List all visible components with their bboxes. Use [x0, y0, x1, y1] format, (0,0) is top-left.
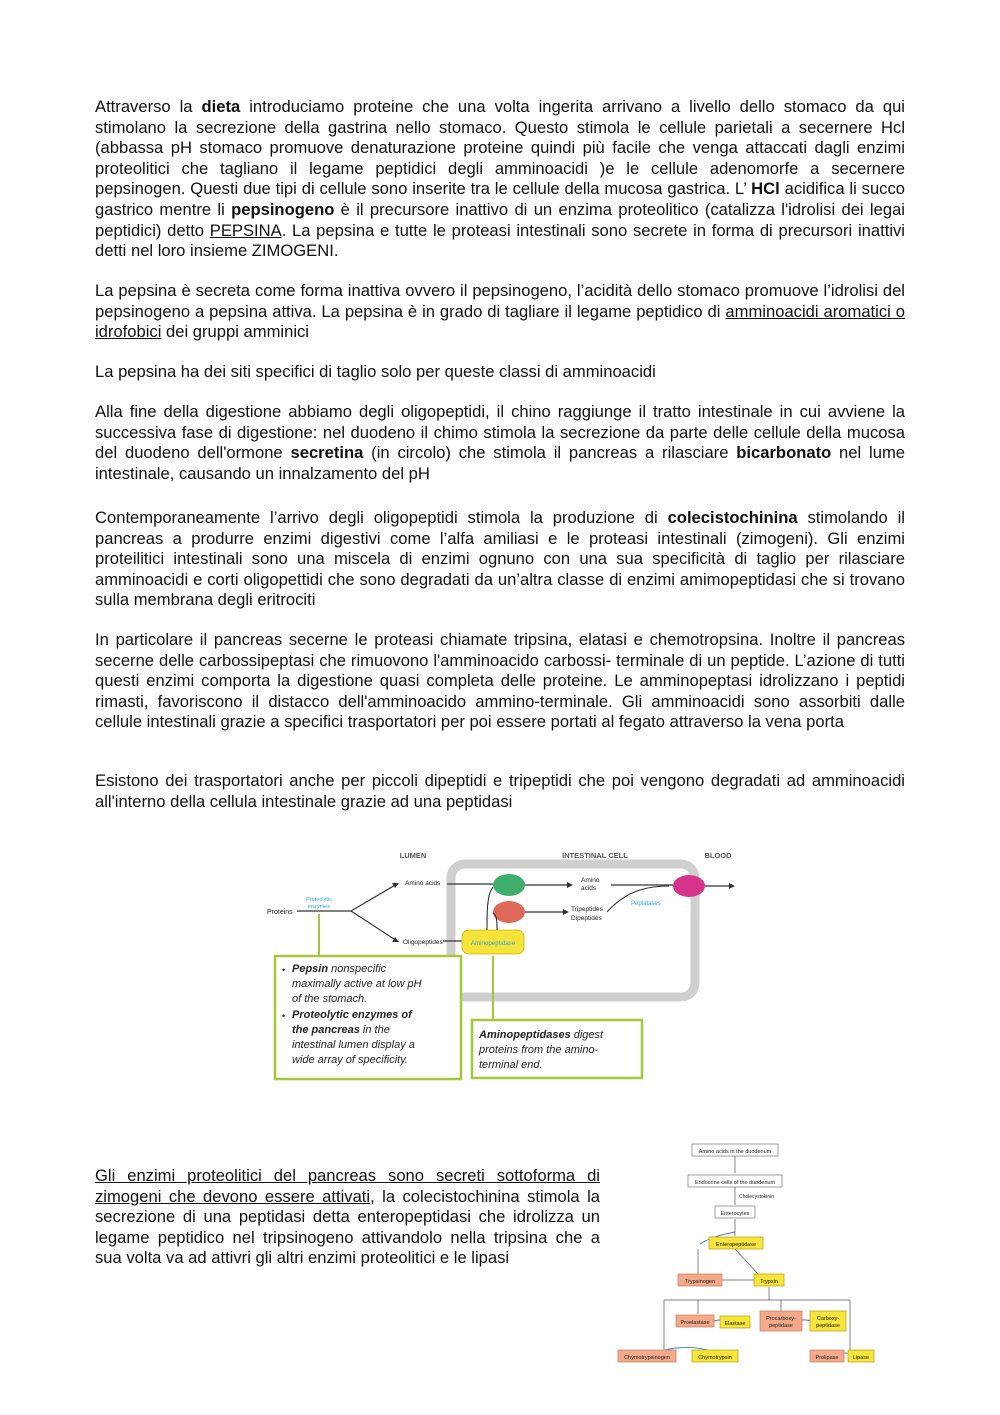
carboxypeptidase-label: Carboxy- [816, 1316, 840, 1322]
text: introduciamo proteine che una volta ingerita arrivano a livello dello stomaco da qui stimolano la secrezione della gastrina nello stomaco. Questo stimola le cellule parietali a secernere Hcl (abbassa pH stomaco promuove denaturazione proteine quindi più facile che venga attaccati dagli enzimi proteolitici che tagliano il legame peptidici degli amminoacidi )e le cellule adenomorfe a secernere pepsinogen. Questi due tipi di cellule sono inserite tra le cellule della mucosa gastrica. L’ [95, 97, 905, 199]
underlined-term: PEPSINA [209, 220, 282, 240]
cholecystokinin-label: Cholecystokinin [739, 1194, 775, 1200]
endocrine-label: Endocrine cells of the duodenum [694, 1180, 776, 1186]
aminopeptidase-label: Aminopeptidase [470, 940, 516, 947]
callout-text [478, 1029, 604, 1041]
branch-up-arrow [351, 884, 397, 911]
callout-bold: the pancreas [292, 1024, 360, 1036]
prolipase-label: Prolipase [815, 1355, 839, 1361]
paragraph-pepsin [95, 281, 905, 343]
aminopeptidase-arrow [487, 887, 493, 930]
peptide-transporter [493, 901, 525, 923]
text: Alla fine della digestione abbiamo degli oligopeptidi, il chino raggiunge il tratto intestinale in cui avviene la successiva fase di digestione: nel duodeno il chimo stimola la secrezione da parte delle cellule della mucosa del duodeno dell'ormone [95, 402, 905, 463]
text: In particolare il pancreas secerne le proteasi chiamate tripsina, elatasi e chemotropsina. Inoltre il pancreas secerne delle carbossipeptasi che rimuovono l'amminoacido carbossi- terminale di un peptide. L’azione di tutti questi enzimi comporta la digestione quasi completa delle proteine. Le amminopeptasi idrolizzano i peptidi rimasti, favoriscono il distacco dell'amminoacido ammino-terminale. Gli amminoacidi sono assorbiti dalle cellule intestinali grazie a specifici trasportatori per poi essere portati al fegato attraverso la vena porta [95, 630, 905, 732]
cell-amino-acids-label: Amino [581, 877, 600, 884]
peptidases-label: Peptidases [631, 901, 661, 907]
callout-text: terminal end. [479, 1059, 543, 1071]
intestinal-cell-label: INTESTINAL CELL [562, 851, 628, 860]
callout-bullet: • [282, 965, 286, 975]
amino-duodenum-label: Amino acids in the duodenum [698, 1149, 772, 1155]
text: La pepsina è secreta come forma inattiva ovvero il pepsinogeno, l’acidità dello stomaco promuove l’idrolisi del pepsinogeno a pepsina attiva. La pepsina è in grado di tagliare il legame peptidico di [95, 281, 905, 321]
branch-down-arrow [351, 911, 397, 941]
callout-text: nonspecific [328, 963, 387, 975]
tripeptides-label: Tripeptides [571, 906, 603, 913]
callout-text [292, 963, 387, 975]
callout-text: of the stomach. [292, 993, 368, 1005]
arrowhead [729, 883, 735, 889]
chymotrypsinogen-label: Chymotrypsinogen [624, 1355, 670, 1361]
callout-bold: Aminopeptidases [479, 1029, 571, 1041]
dipeptides-label: Dipeptides [571, 915, 602, 922]
paragraph-diet [95, 97, 905, 262]
trypsinogen-label: Trypsinogen [684, 1279, 716, 1285]
proteins-label: Proteins [267, 909, 293, 916]
callout-text [292, 1024, 390, 1036]
text: Contemporaneamente l’arrivo degli oligopeptidi stimola la produzione di [95, 508, 668, 527]
text: dei gruppi amminici [161, 322, 309, 342]
callout-text: proteins from the amino- [479, 1044, 599, 1056]
text: La pepsina ha dei siti specifici di taglio solo per queste classi di amminoacidi [95, 362, 656, 381]
bold-term: HCl [751, 179, 780, 199]
arrowhead [392, 883, 399, 888]
bold-term: colecistochinina [667, 508, 798, 527]
callout-text: in the [359, 1024, 390, 1036]
underlined-term: Gli enzimi proteolitici del pancreas sono secreti sottoforma di zimogeni che devono essere attivati [95, 1166, 600, 1206]
text: è il precursore inattivo di un enzima proteolitico (catalizza l'idrolisi dei legai peptidici) detto [95, 199, 905, 240]
text: stimolando il pancreas a produrre enzimi digestivi come l’alfa amiliasi e le proteasi intestinali (zimogeni). Gli enzimi proteilitici intestinali sono una miscela di enzimi ognuno con una sua specificità di taglio per rilasciare amminoacidi e corti oligopettidi che sono degradati da un’altra classe di enzimi amimopeptidasi che si trovano sulla membrana degli eritrociti [95, 508, 905, 610]
procarboxypeptidase-label: peptidase [769, 1323, 793, 1329]
callout-text: wide array of specificity. [292, 1054, 408, 1066]
arrowhead [563, 909, 569, 915]
enterocytes-label: Enterocytes [720, 1211, 750, 1217]
callout-bold: Pepsin [292, 963, 329, 975]
lipase-label: Lipase [852, 1355, 870, 1361]
elastase-label: Elastase [724, 1321, 746, 1327]
procarboxypeptidase-label: Procarboxy- [766, 1316, 796, 1322]
peptidase-arrow [607, 886, 669, 912]
arrowhead [567, 882, 573, 888]
text: Esistono dei trasportatori anche per piccoli dipeptidi e tripeptidi che poi vengono degradati ad amminoacidi all'interno della cellula intestinale grazie ad una peptidasi [95, 771, 905, 811]
chymotrypsin-label: Chymotrypsin [698, 1355, 732, 1361]
proteolytic-enzymes-label: Proteolytic [306, 897, 332, 903]
protein-digestion-diagram [265, 842, 737, 1082]
paragraph-cholecystokinin [95, 508, 905, 611]
oligopeptides-label: Oligopeptides [403, 939, 443, 946]
callout-text: maximally active at low pH [292, 978, 422, 990]
callout-text: intestinal lumen display a [292, 1039, 415, 1051]
amino-acid-transporter [493, 874, 525, 896]
text: (in circolo) che stimola il pancreas a rilasciare [363, 443, 737, 463]
enteropeptidase-label: Enteropeptidase [715, 1242, 757, 1248]
flow-connector [735, 1249, 759, 1275]
paragraph-secretin [95, 402, 905, 484]
cell-amino-acids-label: acids [581, 885, 597, 892]
underlined-term: amminoacidi aromatici o idrofobici [95, 301, 905, 342]
zymogen-activation-flowchart [614, 1140, 880, 1368]
proteolytic-enzymes-label: enzymes [307, 904, 331, 910]
callout-bullet: • [282, 1011, 286, 1021]
bold-term: secretina [290, 443, 364, 463]
paragraph-transporters [95, 771, 905, 812]
trypsin-label: Trypsin [760, 1279, 778, 1285]
basolateral-transporter [673, 875, 705, 897]
text: nel lume intestinale, causando un innalzamento del pH [95, 443, 905, 483]
carboxypeptidase-label: peptidase [816, 1323, 840, 1329]
text: , la colecistochinina stimola la secrezione di una peptidasi detta enteropeptidasi che idrolizza un legame peptidico nel tripsinogeno attivandolo nella tripsina che a sua volta va ad attivri gli altri enzimi proteolitici e le lipasi [95, 1186, 600, 1268]
bold-term: pepsinogeno [231, 199, 335, 219]
amino-acids-label: Amino acids [405, 880, 441, 887]
paragraph-pancreas-proteases [95, 630, 905, 733]
text: Attraverso la [95, 97, 202, 116]
bold-term: bicarbonato [736, 443, 832, 463]
paragraph-zymogens [95, 1166, 600, 1269]
bold-term: dieta [201, 97, 241, 116]
proelastase-label: Proelastase [680, 1320, 710, 1326]
blood-label: BLOOD [704, 851, 732, 860]
callout-text: Proteolytic enzymes of [292, 1009, 412, 1021]
text: . La pepsina e tutte le proteasi intestinali sono secrete in forma di precursori inattivi detti nel loro insieme ZIMOGENI. [95, 220, 905, 261]
paragraph-pepsin-sites [95, 362, 905, 383]
callout-text: digest [570, 1029, 604, 1041]
lumen-label: LUMEN [399, 851, 427, 860]
text: acidifica li succo gastrico mentre li [95, 179, 905, 219]
